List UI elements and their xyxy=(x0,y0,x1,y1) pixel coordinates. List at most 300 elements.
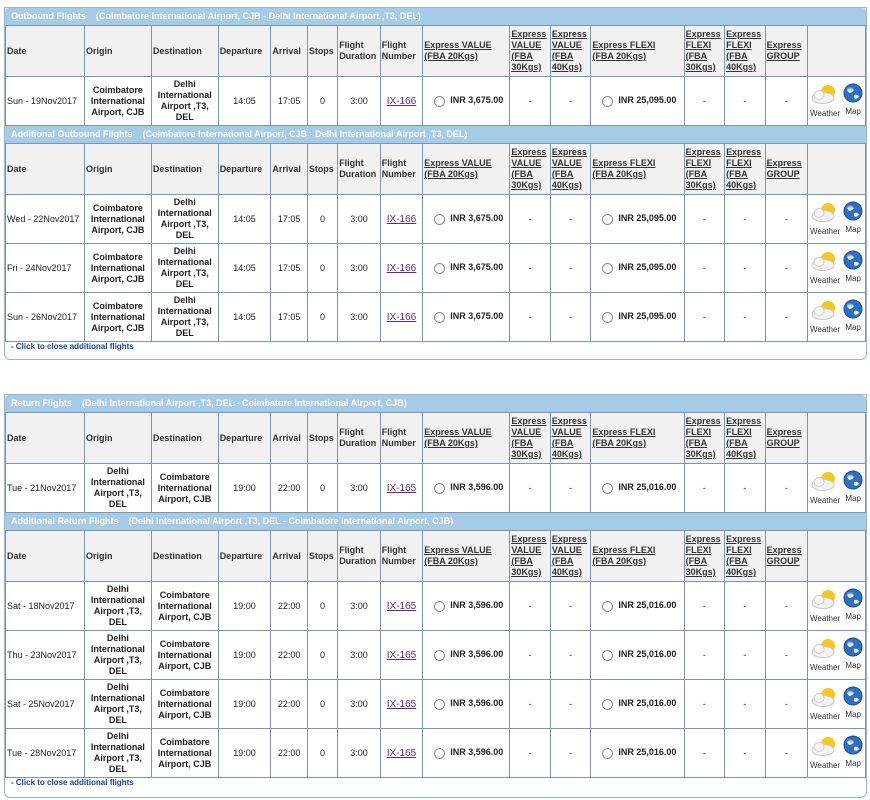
column-header-arrival: Arrival xyxy=(271,413,307,464)
weather-label: Weather xyxy=(810,109,841,118)
destination-line: Airport ,T3, xyxy=(160,317,209,327)
column-header-flexi30 xyxy=(684,144,725,195)
origin-line: Airport ,T3, xyxy=(93,488,142,498)
destination-airport xyxy=(151,631,218,680)
stops-count: 0 xyxy=(307,244,337,293)
column-header-line: Flight xyxy=(381,40,407,50)
weather-map-cell xyxy=(808,77,866,126)
stops-count: 0 xyxy=(307,293,337,342)
column-header-line: (FBA 20Kgs) xyxy=(592,169,647,179)
map-link[interactable] xyxy=(843,637,863,671)
flight-duration: 3:00 xyxy=(338,680,381,729)
weather-link[interactable] xyxy=(810,83,840,119)
globe-icon xyxy=(843,686,863,709)
flight-duration: 3:00 xyxy=(338,631,381,680)
departure-date: Tue - 21Nov2017 xyxy=(6,464,85,513)
flight-duration: 3:00 xyxy=(338,293,381,342)
map-link[interactable] xyxy=(843,201,863,235)
weather-map-links xyxy=(808,299,865,335)
origin-line: Delhi xyxy=(106,466,129,476)
weather-map-cell xyxy=(808,582,866,631)
map-label: Map xyxy=(845,661,861,670)
destination-line: International xyxy=(157,90,212,100)
destination-line: International xyxy=(157,208,212,218)
origin-airport xyxy=(85,244,152,293)
column-header-line: Express xyxy=(685,147,721,157)
origin-airport xyxy=(85,729,152,778)
weather-link[interactable] xyxy=(810,637,840,673)
express-value-price: INR 3,596.00 xyxy=(450,649,504,660)
flight-row xyxy=(6,680,866,729)
flight-row xyxy=(6,195,866,244)
map-label: Map xyxy=(845,612,861,621)
flight-number-link[interactable]: IX-166 xyxy=(386,262,417,274)
column-header-line: (FBA 20Kgs) xyxy=(424,169,478,179)
additional-return-route: (Delhi International Airport ,T3, DEL - Coimbatore International Airport, CJB) xyxy=(128,516,454,526)
express-flexi-radio[interactable] xyxy=(602,650,613,661)
column-header-line: (FBA xyxy=(551,51,574,61)
column-header-line: (FBA xyxy=(726,438,748,448)
express-flexi-radio[interactable] xyxy=(602,263,613,274)
express-value-radio[interactable] xyxy=(434,601,445,612)
column-header-flexi xyxy=(591,531,684,582)
column-header-arrival: Arrival xyxy=(271,531,307,582)
express-flexi-30kg-fare: - xyxy=(684,293,725,342)
express-flexi-radio[interactable] xyxy=(602,312,613,323)
column-header-group xyxy=(765,26,808,77)
origin-line: DEL xyxy=(108,764,127,774)
column-header-line: (FBA 20Kgs) xyxy=(592,438,647,448)
express-value-30kg-fare: - xyxy=(510,582,551,631)
column-header-line: (FBA xyxy=(551,169,574,179)
express-value-radio[interactable] xyxy=(434,96,445,107)
column-header-line: Flight xyxy=(339,40,364,50)
destination-line: Airport, CJB xyxy=(158,493,212,504)
map-link[interactable] xyxy=(843,735,863,769)
weather-link[interactable] xyxy=(810,201,840,237)
weather-link[interactable] xyxy=(810,588,840,624)
destination-airport xyxy=(151,293,218,342)
weather-label: Weather xyxy=(810,614,841,623)
flight-row xyxy=(6,582,866,631)
express-value-30kg-fare: - xyxy=(510,244,551,293)
origin-line: Airport ,T3, xyxy=(93,704,142,714)
column-header-line: (FBA xyxy=(511,556,533,566)
stops-count: 0 xyxy=(307,464,337,513)
destination-airport xyxy=(151,582,218,631)
map-link[interactable] xyxy=(843,250,863,284)
arrival-time: 22:00 xyxy=(271,631,307,680)
express-value-30kg-fare: - xyxy=(510,77,551,126)
express-value-30kg-fare: - xyxy=(510,293,551,342)
weather-map-cell xyxy=(808,729,866,778)
column-header-line: Flight xyxy=(381,427,407,437)
column-header-line: (FBA xyxy=(726,51,748,61)
close-additional-outbound-link[interactable]: Click to close additional flights xyxy=(15,342,134,351)
column-header-arrival: Arrival xyxy=(271,144,307,195)
weather-link[interactable] xyxy=(810,470,840,506)
map-link[interactable] xyxy=(843,686,863,720)
origin-line: International xyxy=(90,742,145,752)
column-header-weather-map xyxy=(808,531,866,582)
departure-time: 14:05 xyxy=(218,195,271,244)
express-value-price: INR 3,596.00 xyxy=(450,698,504,709)
express-flexi-40kg-fare: - xyxy=(725,729,766,778)
column-header-line: FLEXI xyxy=(685,427,712,437)
column-header-destination: Destination xyxy=(151,26,218,77)
flight-number-link[interactable]: IX-165 xyxy=(386,600,417,612)
express-value-40kg-fare: - xyxy=(550,293,591,342)
express-value-30kg-fare: - xyxy=(510,631,551,680)
column-header-value30 xyxy=(510,26,551,77)
column-header-line: 30Kgs) xyxy=(511,449,542,459)
flight-row xyxy=(6,293,866,342)
weather-link[interactable] xyxy=(810,299,840,335)
destination-airport xyxy=(151,195,218,244)
map-label: Map xyxy=(845,494,861,503)
column-header-line: FLEXI xyxy=(726,158,752,168)
flight-number-link[interactable]: IX-165 xyxy=(386,747,417,759)
express-value-radio[interactable] xyxy=(434,263,445,274)
column-header-line: Express xyxy=(551,534,587,544)
express-value-price: INR 3,596.00 xyxy=(450,747,504,758)
origin-line: Airport ,T3, xyxy=(93,606,142,616)
column-header-origin: Origin xyxy=(85,413,152,464)
origin-line: Airport, CJB xyxy=(91,106,145,117)
weather-map-links xyxy=(808,686,865,722)
close-additional-return-link[interactable]: Click to close additional flights xyxy=(15,778,134,787)
column-header-line: (FBA 20Kgs) xyxy=(424,438,478,448)
origin-line: Airport, CJB xyxy=(91,273,145,284)
map-link[interactable] xyxy=(843,83,863,117)
column-header-line: 30Kgs) xyxy=(685,567,716,577)
express-value-40kg-fare: - xyxy=(550,464,591,513)
return-title: Return Flights xyxy=(11,398,72,408)
sun-cloud-icon xyxy=(810,470,840,495)
stops-count: 0 xyxy=(307,729,337,778)
column-header-line: Express xyxy=(511,534,547,544)
weather-map-cell xyxy=(808,631,866,680)
express-flexi-40kg-fare: - xyxy=(725,293,766,342)
return-header-bar xyxy=(5,395,866,412)
flight-number-cell xyxy=(380,680,423,729)
close-dash: - xyxy=(11,778,16,787)
column-header-line: Express xyxy=(766,158,802,168)
weather-label: Weather xyxy=(810,227,841,236)
column-header-departure: Departure xyxy=(218,26,271,77)
express-flexi-30kg-fare: - xyxy=(684,680,725,729)
express-value-radio[interactable] xyxy=(434,312,445,323)
express-flexi-40kg-fare: - xyxy=(725,77,766,126)
arrival-time: 17:05 xyxy=(271,244,307,293)
departure-date: Thu - 23Nov2017 xyxy=(6,631,85,680)
origin-airport xyxy=(85,464,152,513)
column-header-line: Express VALUE xyxy=(424,427,492,437)
column-header-group xyxy=(765,531,808,582)
column-header-value40 xyxy=(550,531,591,582)
express-value-radio[interactable] xyxy=(434,699,445,710)
destination-line: International xyxy=(157,257,212,267)
outbound-route: (Coimbatore International Airport, CJB - Delhi International Airport ,T3, DEL) xyxy=(95,11,421,21)
map-link[interactable] xyxy=(843,470,863,504)
departure-time: 19:00 xyxy=(218,464,271,513)
column-header-departure: Departure xyxy=(218,531,271,582)
departure-date: Sun - 26Nov2017 xyxy=(6,293,85,342)
origin-line: Delhi xyxy=(106,682,129,692)
column-header-line: (FBA 20Kgs) xyxy=(592,556,647,566)
column-header-line: Express xyxy=(511,416,547,426)
column-header-line: 30Kgs) xyxy=(685,62,716,72)
express-value-fare xyxy=(423,464,510,513)
weather-map-cell xyxy=(808,293,866,342)
close-additional-return-row xyxy=(5,778,866,788)
map-link[interactable] xyxy=(843,299,863,333)
column-header-line: VALUE xyxy=(551,158,582,168)
column-header-line: (FBA xyxy=(511,438,533,448)
express-group-fare: - xyxy=(765,582,808,631)
origin-line: Delhi xyxy=(106,731,129,741)
column-header-flexi40 xyxy=(725,531,766,582)
destination-line: Airport, CJB xyxy=(158,709,212,720)
stops-count: 0 xyxy=(307,77,337,126)
flight-number-link[interactable]: IX-165 xyxy=(386,698,417,710)
column-header-date: Date xyxy=(6,413,85,464)
destination-line: Coimbatore xyxy=(159,736,210,747)
express-value-40kg-fare: - xyxy=(550,244,591,293)
map-label: Map xyxy=(845,759,861,768)
column-header-line: VALUE xyxy=(511,40,542,50)
column-header-line: 30Kgs) xyxy=(685,449,716,459)
column-header-line: 30Kgs) xyxy=(511,180,542,190)
flight-number-link[interactable]: IX-165 xyxy=(386,649,417,661)
destination-airport xyxy=(151,729,218,778)
origin-airport xyxy=(85,195,152,244)
stops-count: 0 xyxy=(307,582,337,631)
flight-duration: 3:00 xyxy=(338,77,381,126)
flight-number-cell xyxy=(380,293,423,342)
column-header-stops: Stops xyxy=(307,144,337,195)
column-header-line: 40Kgs) xyxy=(726,62,757,72)
arrival-time: 17:05 xyxy=(271,195,307,244)
outbound-header-bar xyxy=(5,8,866,25)
outbound-flights-panel xyxy=(4,7,867,360)
express-flexi-30kg-fare: - xyxy=(684,77,725,126)
express-flexi-radio[interactable] xyxy=(602,699,613,710)
map-label: Map xyxy=(845,323,861,332)
weather-map-links xyxy=(808,201,865,237)
express-flexi-radio[interactable] xyxy=(602,748,613,759)
globe-icon xyxy=(843,588,863,611)
globe-icon xyxy=(843,470,863,493)
column-header-line: Express xyxy=(726,29,762,39)
departure-time: 19:00 xyxy=(218,680,271,729)
weather-link[interactable] xyxy=(810,250,840,286)
column-header-line: 40Kgs) xyxy=(726,567,757,577)
column-header-flexi30 xyxy=(684,413,725,464)
express-group-fare: - xyxy=(765,729,808,778)
column-header-weather-map xyxy=(808,144,866,195)
destination-line: International xyxy=(157,747,212,758)
sun-cloud-icon xyxy=(810,637,840,662)
express-flexi-radio[interactable] xyxy=(602,483,613,494)
express-value-fare xyxy=(423,293,510,342)
express-value-radio[interactable] xyxy=(434,214,445,225)
map-label: Map xyxy=(845,225,861,234)
express-flexi-fare xyxy=(591,464,684,513)
column-header-line: Flight xyxy=(339,427,364,437)
arrival-time: 22:00 xyxy=(271,680,307,729)
column-header-line: 40Kgs) xyxy=(551,62,582,72)
column-header-line: Express xyxy=(685,534,721,544)
destination-line: Airport ,T3, xyxy=(160,101,209,111)
origin-line: Coimbatore xyxy=(92,251,143,262)
express-flexi-price: INR 25,016.00 xyxy=(618,649,677,660)
column-header-stops: Stops xyxy=(307,531,337,582)
column-header-line: VALUE xyxy=(551,427,582,437)
origin-line: Delhi xyxy=(106,633,129,643)
column-header-line: GROUP xyxy=(766,438,800,448)
origin-airport xyxy=(85,582,152,631)
origin-line: DEL xyxy=(108,499,127,509)
column-header-group xyxy=(765,413,808,464)
destination-line: Coimbatore xyxy=(159,589,210,600)
column-header-line: (FBA xyxy=(685,556,708,566)
destination-line: Coimbatore xyxy=(159,687,210,698)
weather-map-cell xyxy=(808,680,866,729)
column-header-group xyxy=(765,144,808,195)
destination-line: Airport ,T3, xyxy=(160,219,209,229)
weather-map-cell xyxy=(808,464,866,513)
column-header-line: FLEXI xyxy=(685,40,712,50)
express-value-fare xyxy=(423,631,510,680)
column-header-line: Flight xyxy=(381,158,407,168)
destination-line: Coimbatore xyxy=(159,638,210,649)
weather-map-links xyxy=(808,735,865,771)
express-group-fare: - xyxy=(765,77,808,126)
flight-number-link[interactable]: IX-165 xyxy=(386,482,417,494)
column-header-line: 40Kgs) xyxy=(551,180,582,190)
column-header-line: 40Kgs) xyxy=(726,180,757,190)
column-header-flexi xyxy=(591,144,684,195)
origin-line: International xyxy=(90,595,145,605)
origin-line: Airport, CJB xyxy=(91,322,145,333)
origin-line: Delhi xyxy=(106,584,129,594)
column-header-line: (FBA 20Kgs) xyxy=(424,51,478,61)
express-flexi-price: INR 25,016.00 xyxy=(618,747,677,758)
column-header-number xyxy=(380,531,423,582)
column-header-line: Express xyxy=(551,147,587,157)
destination-line: Delhi xyxy=(173,79,196,89)
column-header-line: 30Kgs) xyxy=(685,180,716,190)
origin-line: Airport ,T3, xyxy=(93,753,142,763)
express-value-40kg-fare: - xyxy=(550,680,591,729)
table-header-row xyxy=(6,531,866,582)
express-flexi-radio[interactable] xyxy=(602,96,613,107)
additional-outbound-header-bar xyxy=(5,126,866,143)
column-header-line: VALUE xyxy=(511,158,542,168)
column-header-value30 xyxy=(510,144,551,195)
column-header-line: Express xyxy=(685,416,721,426)
origin-airport xyxy=(85,680,152,729)
express-flexi-40kg-fare: - xyxy=(725,582,766,631)
column-header-value xyxy=(423,144,510,195)
weather-map-cell xyxy=(808,195,866,244)
origin-line: DEL xyxy=(108,666,127,676)
weather-map-cell xyxy=(808,244,866,293)
column-header-value xyxy=(423,26,510,77)
flight-number-cell xyxy=(380,77,423,126)
origin-line: International xyxy=(90,311,145,322)
express-flexi-40kg-fare: - xyxy=(725,244,766,293)
origin-line: Airport ,T3, xyxy=(93,655,142,665)
column-header-line: Express VALUE xyxy=(424,40,492,50)
column-header-value xyxy=(423,531,510,582)
weather-map-links xyxy=(808,470,865,506)
flight-number-link[interactable]: IX-166 xyxy=(386,95,417,107)
column-header-flexi xyxy=(591,26,684,77)
flight-number-link[interactable]: IX-166 xyxy=(386,213,417,225)
express-value-price: INR 3,675.00 xyxy=(450,262,504,273)
column-header-destination: Destination xyxy=(151,144,218,195)
flight-number-cell xyxy=(380,582,423,631)
express-flexi-40kg-fare: - xyxy=(725,680,766,729)
map-link[interactable] xyxy=(843,588,863,622)
column-header-line: Flight xyxy=(339,545,364,555)
column-header-origin: Origin xyxy=(85,144,152,195)
column-header-line: Express xyxy=(551,29,587,39)
express-value-price: INR 3,596.00 xyxy=(450,482,504,493)
flight-duration: 3:00 xyxy=(338,729,381,778)
weather-map-links xyxy=(808,83,865,119)
column-header-line: Number xyxy=(381,556,416,566)
express-value-30kg-fare: - xyxy=(510,195,551,244)
weather-link[interactable] xyxy=(810,686,840,722)
express-flexi-fare xyxy=(591,244,684,293)
column-header-line: FLEXI xyxy=(726,545,752,555)
column-header-line: Express xyxy=(511,29,547,39)
destination-line: Airport ,T3, xyxy=(160,268,209,278)
express-value-radio[interactable] xyxy=(434,483,445,494)
express-flexi-radio[interactable] xyxy=(602,601,613,612)
flight-row xyxy=(6,729,866,778)
column-header-arrival: Arrival xyxy=(271,26,307,77)
column-header-stops: Stops xyxy=(307,413,337,464)
express-flexi-radio[interactable] xyxy=(602,214,613,225)
departure-time: 19:00 xyxy=(218,729,271,778)
flight-number-link[interactable]: IX-166 xyxy=(386,311,417,323)
express-value-radio[interactable] xyxy=(434,748,445,759)
express-value-radio[interactable] xyxy=(434,650,445,661)
column-header-line: VALUE xyxy=(551,40,582,50)
express-value-40kg-fare: - xyxy=(550,582,591,631)
column-header-flexi40 xyxy=(725,144,766,195)
express-value-fare xyxy=(423,582,510,631)
column-header-value40 xyxy=(550,144,591,195)
column-header-line: Number xyxy=(381,169,416,179)
weather-map-links xyxy=(808,588,865,624)
flight-duration: 3:00 xyxy=(338,464,381,513)
origin-line: DEL xyxy=(108,617,127,627)
flight-number-cell xyxy=(380,729,423,778)
column-header-line: Express FLEXI xyxy=(592,158,656,168)
origin-airport xyxy=(85,77,152,126)
column-header-duration xyxy=(338,26,381,77)
express-value-price: INR 3,675.00 xyxy=(450,311,504,322)
weather-link[interactable] xyxy=(810,735,840,771)
destination-line: DEL xyxy=(175,230,194,240)
column-header-stops: Stops xyxy=(307,26,337,77)
weather-label: Weather xyxy=(810,761,841,770)
